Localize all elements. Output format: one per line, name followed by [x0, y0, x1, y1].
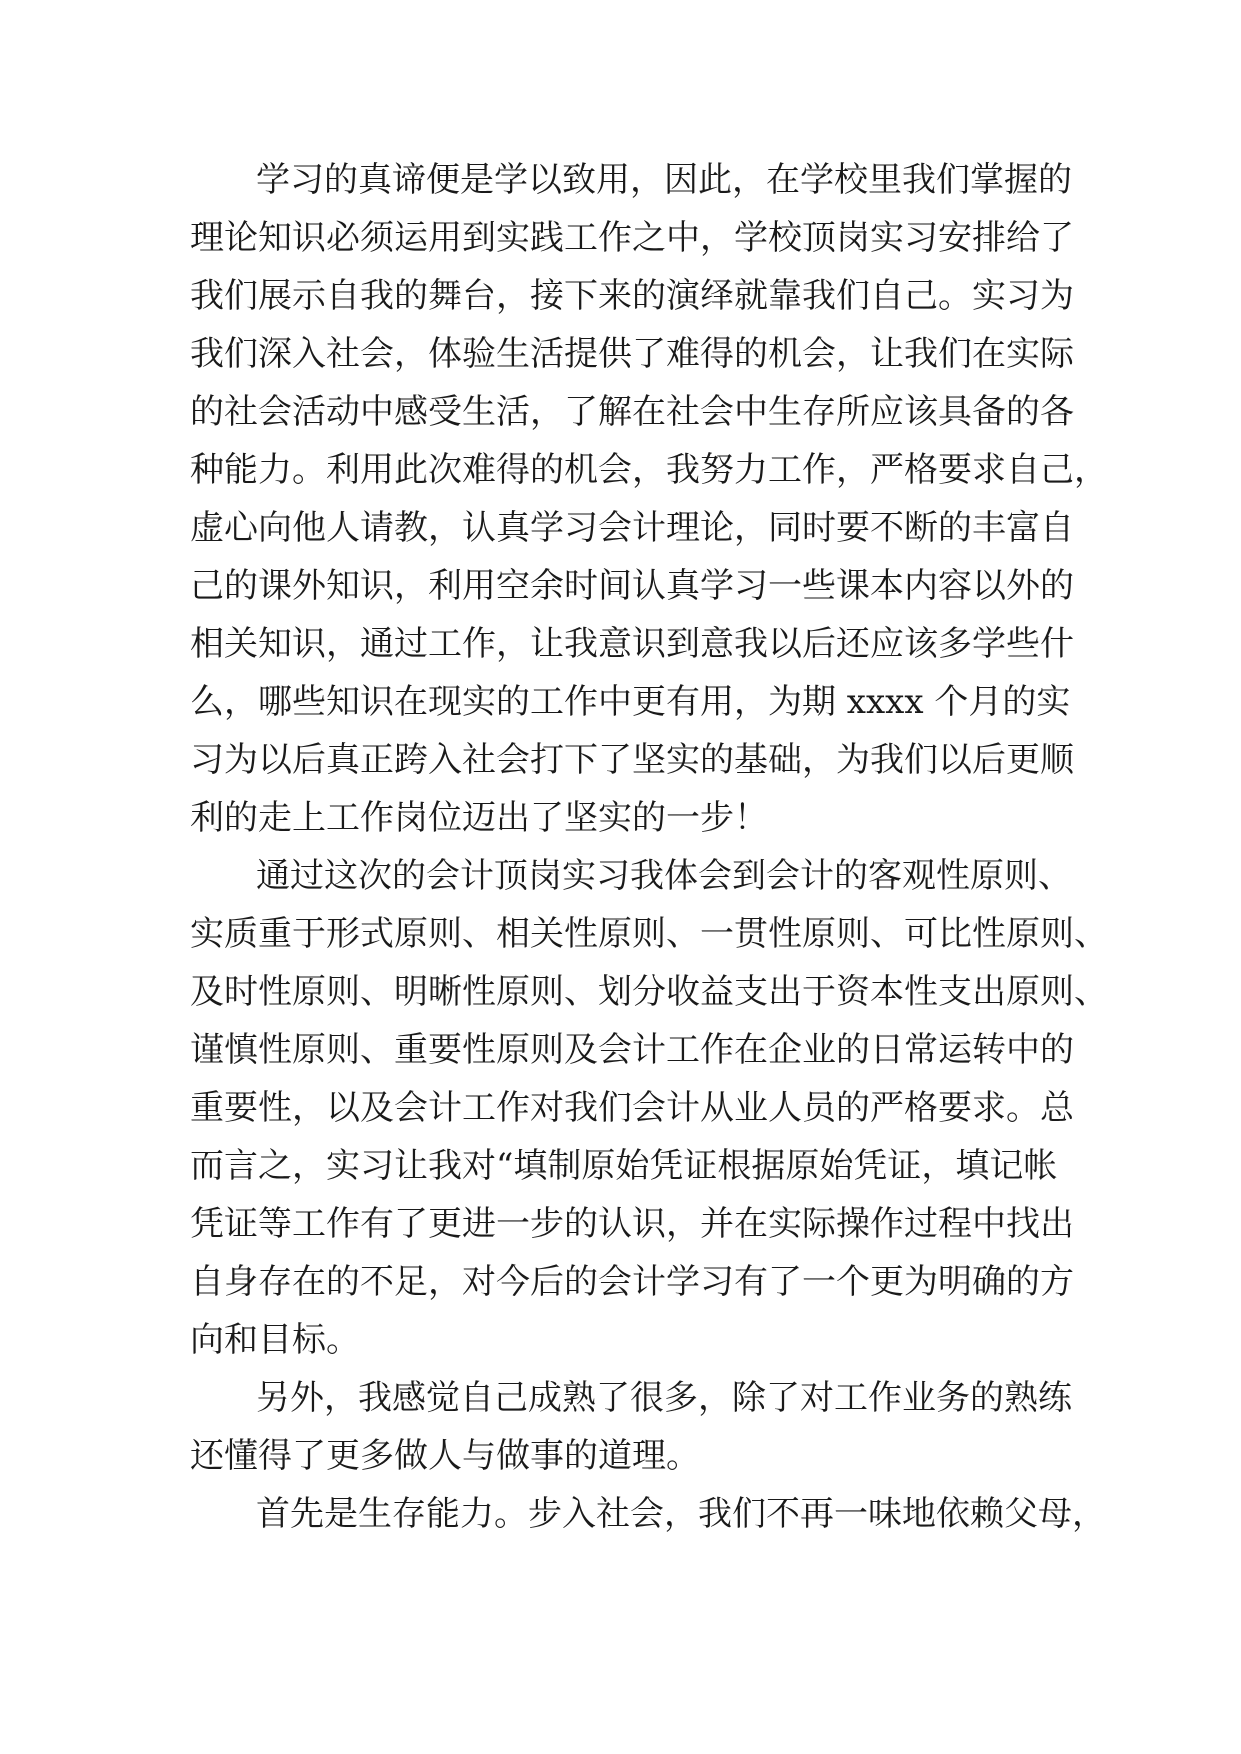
- paragraph-2-line-9: 向和目标。: [190, 1320, 360, 1360]
- paragraph-1-line-4: 我们深入社会，体验生活提供了难得的机会，让我们在实际: [190, 334, 1074, 374]
- paragraph-1-line-11: 习为以后真正跨入社会打下了坚实的基础，为我们以后更顺: [190, 740, 1074, 780]
- paragraph-2-line-4: 谨慎性原则、重要性原则及会计工作在企业的日常运转中的: [190, 1030, 1074, 1070]
- paragraph-2-line-7: 凭证等工作有了更进一步的认识，并在实际操作过程中找出: [190, 1204, 1074, 1244]
- paragraph-4-line-1: 首先是生存能力。步入社会，我们不再一味地依赖父母，: [256, 1494, 1106, 1534]
- paragraph-1-line-7: 虚心向他人请教，认真学习会计理论，同时要不断的丰富自: [190, 508, 1074, 548]
- paragraph-1-line-12: 利的走上工作岗位迈出了坚实的一步！: [190, 798, 768, 838]
- paragraph-3-line-1: 另外，我感觉自己成熟了很多，除了对工作业务的熟练: [256, 1378, 1072, 1418]
- paragraph-1-line-5: 的社会活动中感受生活，了解在社会中生存所应该具备的各: [190, 392, 1074, 432]
- paragraph-1-line-9: 相关知识，通过工作，让我意识到意我以后还应该多学些什: [190, 624, 1074, 664]
- paragraph-2-line-8: 自身存在的不足，对今后的会计学习有了一个更为明确的方: [190, 1262, 1074, 1302]
- paragraph-2-line-1: 通过这次的会计顶岗实习我体会到会计的客观性原则、: [256, 856, 1072, 896]
- paragraph-1-line-3: 我们展示自我的舞台，接下来的演绎就靠我们自己。实习为: [190, 276, 1074, 316]
- paragraph-2-line-5: 重要性，以及会计工作对我们会计从业人员的严格要求。总: [190, 1088, 1074, 1128]
- paragraph-1-line-8: 己的课外知识，利用空余时间认真学习一些课本内容以外的: [190, 566, 1074, 606]
- paragraph-1-line-10: 么，哪些知识在现实的工作中更有用，为期 xxxx 个月的实: [190, 682, 1071, 722]
- paragraph-1-line-1: 学习的真谛便是学以致用，因此，在学校里我们掌握的: [256, 160, 1072, 200]
- paragraph-1-line-6: 种能力。利用此次难得的机会，我努力工作，严格要求自己，: [190, 450, 1108, 490]
- paragraph-2-line-3: 及时性原则、明晰性原则、划分收益支出于资本性支出原则、: [190, 972, 1108, 1012]
- paragraph-2-line-6: 而言之，实习让我对“填制原始凭证根据原始凭证，填记帐: [190, 1146, 1058, 1186]
- document-body: [190, 151, 1108, 1543]
- paragraph-1-line-2: 理论知识必须运用到实践工作之中，学校顶岗实习安排给了: [190, 218, 1074, 258]
- paragraph-3-line-2: 还懂得了更多做人与做事的道理。: [190, 1436, 700, 1476]
- paragraph-2-line-2: 实质重于形式原则、相关性原则、一贯性原则、可比性原则、: [190, 914, 1108, 954]
